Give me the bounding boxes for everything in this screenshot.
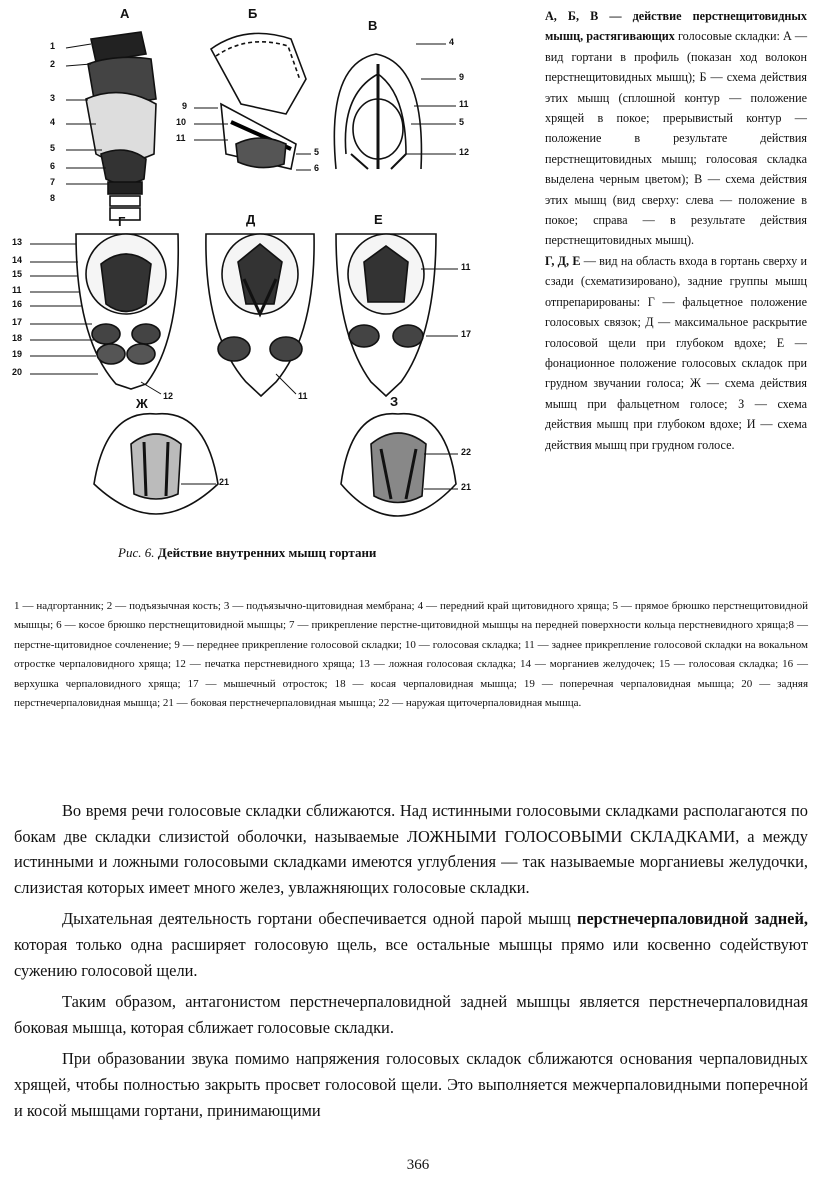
callout-label: 5 — [314, 147, 320, 157]
callout-label: 11 — [176, 133, 186, 143]
panel-z-view — [341, 414, 458, 516]
callout-label: 21 — [219, 477, 230, 487]
legend-abv — [545, 6, 807, 251]
callout-label: 18 — [12, 333, 23, 343]
legend-abv-title: — действие перстнещитовидных мышц, растягивающих — [545, 9, 808, 44]
callout-label: 5 — [459, 117, 465, 127]
callout-label: 14 — [12, 255, 23, 265]
panel-a-larynx-profile — [66, 32, 156, 220]
figure-key-list: 1 — надгортанник; 2 — подъязычная кость; 3 — подъязычно-щитовидная мембрана; 4 — передний край щитовидного хряща; 5 — прямое брюшко перстнещитовидной мышцы; 6 — косое брюшко перстнещитовидной мышцы; 7 — прикрепление перстне-щитовидной мышцы на передней поверхности кольца перстневидного хряща;8 — перстне-щитовидное сочленение; 9 — переднее прикрепление голосовой складки; 10 — голосовая складка; 11 — заднее прикрепление голосовой складки на вокальном отростке черпаловидного хряща; 12 — печатка перстневидного хряща; 13 — ложная голосовая складка; 14 — морганиев желудочек; 15 — голосовая складка; 16 — верхушка черпаловидного хряща; 17 — мышечный отросток; 18 — косая черпаловидная мышца; 19 — поперечная черпаловидная мышца; 20 — задняя перстнечерпаловидная мышца; 21 — боковая перстнечерпаловидная мышца; 22 — наружая щиточерпаловидная мышца. — [14, 600, 808, 710]
panel-letter-z: З — [390, 394, 399, 409]
callout-label: 17 — [12, 317, 23, 327]
panel-letter-d: Д — [246, 212, 256, 227]
callout-label: 22 — [461, 447, 472, 457]
callout-label: 7 — [50, 177, 56, 187]
paragraph: При образовании звука помимо напряжения голосовых складок сближаются основания черпаловидных хрящей, чтобы полностью закрыть просвет голосовой щели. Это выполняется межчерпаловидными поперечной и косой мышцами гортани, принимающими — [14, 1049, 808, 1120]
panel-d-view — [206, 234, 314, 396]
panel-zh-view — [94, 414, 218, 514]
callout-label: 1 — [50, 41, 56, 51]
panel-letter-b: Б — [248, 6, 258, 21]
panel-g-view — [30, 234, 178, 394]
legend-abv-letters: А, Б, В — [545, 9, 599, 23]
callout-label: 19 — [12, 349, 23, 359]
paragraph — [14, 906, 808, 983]
callout-label: 11 — [12, 285, 22, 295]
legend-gde-letters: Г, Д, Е — [545, 253, 581, 268]
anatomy-figure — [6, 4, 538, 594]
paragraph-text: а между истинными и ложными голосовыми складками имеются углубления — так называемые морганиевы желудочки, слизистая которых имеет много желез, увлажняющих голосовые складки. — [14, 826, 808, 897]
callout-label: 6 — [314, 163, 320, 173]
caption-title: Действие внутренних мышц гортани — [157, 545, 377, 560]
callout-label: 9 — [182, 101, 188, 111]
callout-label: 4 — [449, 37, 455, 47]
caption-number: Рис. 6. — [118, 545, 155, 560]
callout-label: 12 — [459, 147, 470, 157]
paragraph — [14, 798, 808, 900]
body-text — [14, 798, 808, 1129]
panel-b-schematic — [194, 33, 311, 170]
paragraph-text: Дыхательная деятельность гортани обеспечивается одной парой мышц — [62, 909, 571, 929]
panel-letter-zh: Ж — [136, 396, 148, 411]
figure-drawings — [6, 4, 538, 594]
panel-e-view — [336, 234, 458, 396]
callout-label: 15 — [12, 269, 23, 279]
callout-label: 3 — [50, 93, 56, 103]
callout-label: 5 — [50, 143, 56, 153]
callout-label: 8 — [50, 193, 56, 203]
page-number: 366 — [406, 1157, 430, 1173]
callout-label: 9 — [459, 72, 465, 82]
legend-gde — [545, 251, 807, 455]
callout-label: 13 — [12, 237, 23, 247]
panel-letter-g: Г — [118, 214, 126, 229]
paragraph-bold: перстнечерпаловидной задней, — [576, 909, 808, 929]
callout-label: 11 — [461, 262, 471, 272]
panel-letter-v: В — [368, 18, 378, 33]
callout-label: 21 — [461, 482, 472, 492]
figure-caption — [118, 545, 508, 561]
callout-label: 16 — [12, 299, 23, 309]
figure-legend — [545, 6, 807, 455]
paragraph-text: Во время речи голосовые складки сближаются. Над истинными голосовыми складками располагаются по бокам две складки слизистой оболочки, называемые — [14, 801, 808, 846]
callout-label: 17 — [461, 329, 472, 339]
callout-label: 10 — [176, 117, 187, 127]
paragraph: Таким образом, антагонистом перстнечерпаловидной задней мышцы является перстнечерпаловидная боковая мышца, которая сближает голосовые складки. — [14, 992, 808, 1037]
callout-label: 11 — [298, 391, 308, 401]
callout-label: 4 — [50, 117, 56, 127]
callout-label: 20 — [12, 367, 23, 377]
callout-label: 11 — [459, 99, 469, 109]
panel-v-top-view — [334, 44, 456, 169]
panel-letter-a: А — [120, 6, 130, 21]
legend-abv-text: голосовые складки: А — вид гортани в профиль (показан ход волокон перстнещитовидных мышц); Б — схема действия этих мышц (сплошной контур — положение хрящей в покое; прерывистый контур — положение в результате действия перстнещитовидных мышц; голосовая складка выделена черным цветом); В — схема действия этих мышц (вид сверху: слева — положение в покое; справа — в результате действия перстнещитовидных мышц). — [545, 29, 808, 248]
panel-letter-e: Е — [374, 212, 383, 227]
callout-label: 12 — [163, 391, 174, 401]
paragraph-text: которая только одна расширяет голосовую щель, все остальные мышцы прямо или косвенно содействуют сужению голосовой щели. — [14, 934, 808, 980]
callout-label: 2 — [50, 59, 56, 69]
callout-label: 6 — [50, 161, 56, 171]
legend-gde-text: — вид на область входа в гортань сверху и сзади (схематизировано), задние группы мышц отпрепарированы: Г — фальцетное положение голосовых связок; Д — максимальное раскрытие голосовой щели при глубоком вдохе; Е — фонационное положение голосовых складок при грудном звучании голоса; Ж — схема действия мышц при фальцетном голосе; З — схема действия мышц при глубоком вдохе; И — схема действия мышц при грудном голосе. — [545, 253, 808, 452]
paragraph-emphasis: ЛОЖНЫМИ ГОЛОСОВЫМИ СКЛАДКАМИ, — [406, 826, 740, 846]
